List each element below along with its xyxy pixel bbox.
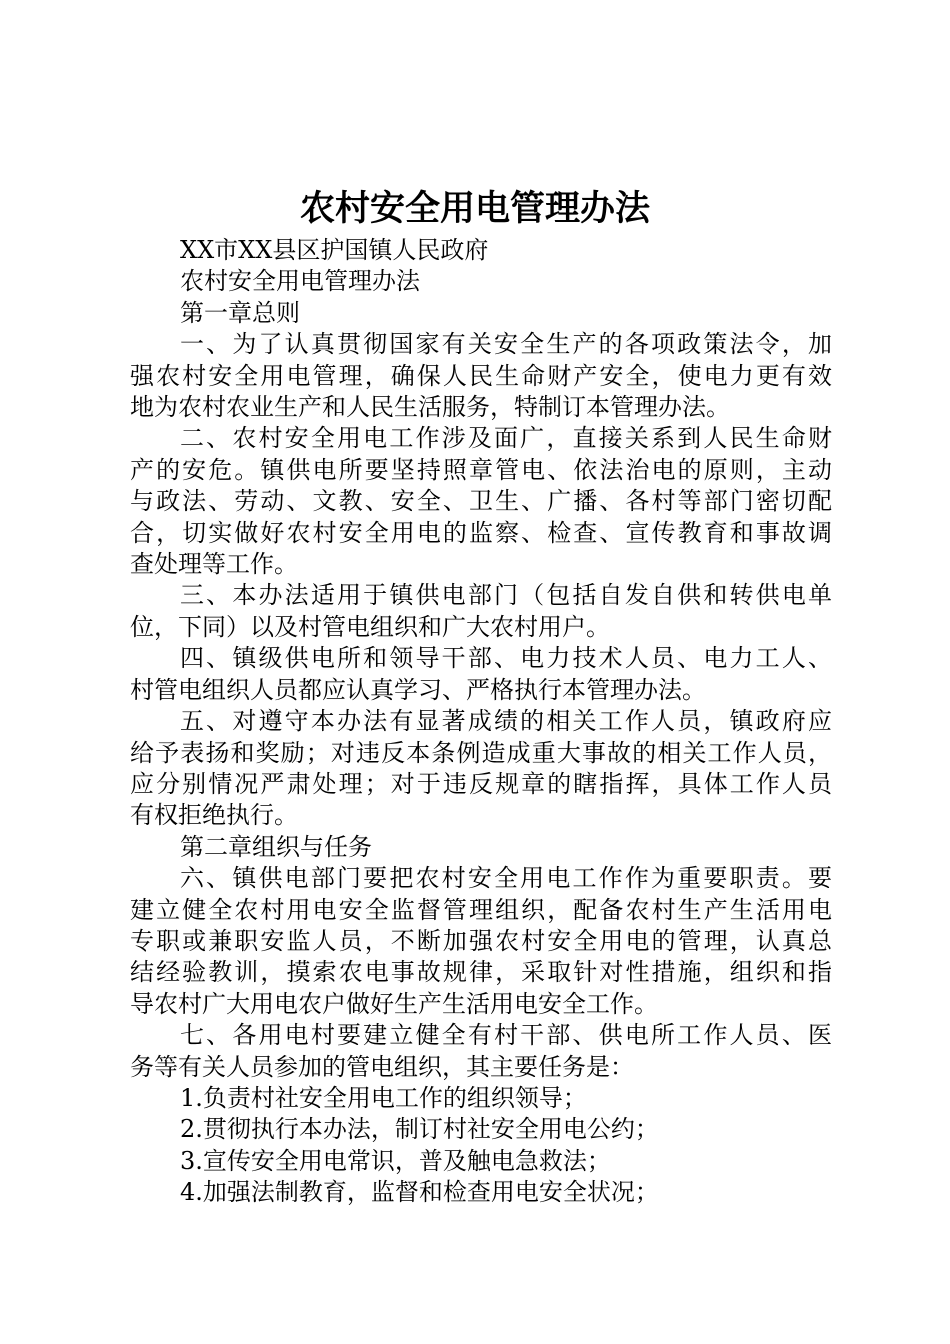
text-line: XX市XX县区护国镇人民政府 xyxy=(180,236,489,264)
text-line: 六、镇供电部门要把农村安全用电工作作为重要职责。要 xyxy=(180,864,832,893)
text-line: 四、镇级供电所和领导干部、电力技术人员、电力工人、 xyxy=(180,644,832,673)
text-line: 建立健全农村用电安全监督管理组织，配备农村生产生活用电 xyxy=(130,895,832,924)
text-line: 1.负责村社安全用电工作的组织领导； xyxy=(180,1083,587,1112)
document-title: 农村安全用电管理办法 xyxy=(299,188,650,229)
text-line: 导农村广大用电农户做好生产生活用电安全工作。 xyxy=(130,989,658,1018)
text-line: 地为农村农业生产和人民生活服务，特制订本管理办法。 xyxy=(130,393,730,422)
document-body xyxy=(130,235,832,1209)
text-line: 有权拒绝执行。 xyxy=(130,801,298,830)
text-line: 位，下同）以及村管电组织和广大农村用户。 xyxy=(130,612,610,641)
text-line: 务等有关人员参加的管电组织，其主要任务是： xyxy=(130,1052,634,1081)
text-line: 一、为了认真贯彻国家有关安全生产的各项政策法令，加 xyxy=(180,330,832,359)
text-line: 2.贯彻执行本办法，制订村社安全用电公约； xyxy=(180,1115,659,1144)
text-line: 三、本办法适用于镇供电部门（包括自发自供和转供电单 xyxy=(180,581,832,610)
text-line: 农村安全用电管理办法 xyxy=(180,267,420,296)
text-line: 与政法、劳动、文教、安全、卫生、广播、各村等部门密切配 xyxy=(130,487,832,516)
text-line: 第二章组织与任务 xyxy=(180,832,372,861)
text-line: 3.宣传安全用电常识，普及触电急救法； xyxy=(180,1146,611,1175)
text-line: 第一章总则 xyxy=(180,298,300,327)
text-line: 村管电组织人员都应认真学习、严格执行本管理办法。 xyxy=(130,675,706,704)
text-line: 查处理等工作。 xyxy=(130,550,298,579)
text-line: 4.加强法制教育，监督和检查用电安全状况； xyxy=(180,1178,659,1207)
text-line: 结经验教训，摸索农电事故规律，采取针对性措施，组织和指 xyxy=(130,958,832,987)
text-line: 五、对遵守本办法有显著成绩的相关工作人员，镇政府应 xyxy=(180,707,832,736)
text-line: 产的安危。镇供电所要坚持照章管电、依法治电的原则，主动 xyxy=(130,455,832,484)
text-line: 应分别情况严肃处理；对于违反规章的瞎指挥，具体工作人员 xyxy=(130,769,832,798)
text-line: 给予表扬和奖励；对违反本条例造成重大事故的相关工作人员， xyxy=(130,738,832,767)
text-line: 强农村安全用电管理，确保人民生命财产安全，使电力更有效 xyxy=(130,361,832,390)
text-line: 二、农村安全用电工作涉及面广，直接关系到人民生命财 xyxy=(180,424,832,453)
text-line: 专职或兼职安监人员，不断加强农村安全用电的管理，认真总 xyxy=(130,926,832,955)
text-line: 合，切实做好农村安全用电的监察、检查、宣传教育和事故调 xyxy=(130,518,832,547)
text-line: 七、各用电村要建立健全有村干部、供电所工作人员、医 xyxy=(180,1021,832,1050)
